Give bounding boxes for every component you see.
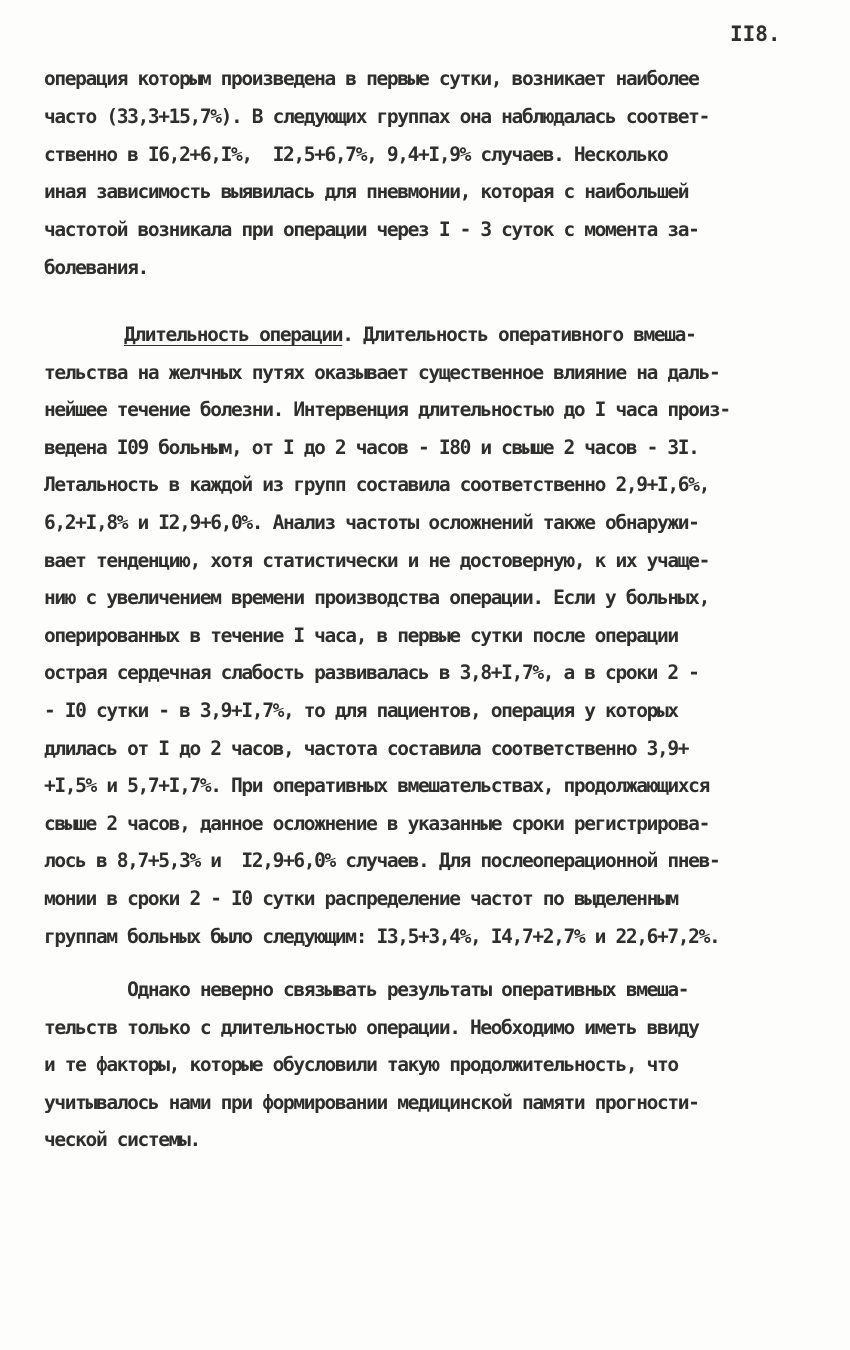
paragraph-heading-line — [124, 322, 695, 348]
text-line: ведена I09 больным, от I до 2 часов - I80 и свыше 2 часов - 3I. — [44, 436, 699, 459]
text-line: свыше 2 часов, данное осложнение в указанные сроки регистрирова- — [44, 812, 709, 835]
text-line: учитывалось нами при формировании медицинской памяти прогности- — [44, 1091, 699, 1114]
text-line: и те факторы, которые обусловили такую продолжительность, что — [44, 1053, 678, 1076]
text-line: +I,5% и 5,7+I,7%. При оперативных вмешательствах, продолжающихся — [44, 774, 709, 797]
text-line: болевания. — [44, 256, 148, 279]
text-line: ственно в I6,2+6,I%, I2,5+6,7%, 9,4+I,9% случаев. Несколько — [44, 143, 668, 166]
text-line: длилась от I до 2 часов, частота составила соответственно 3,9+ — [44, 737, 689, 760]
text-line: оперированных в течение I часа, в первые сутки после операции — [44, 624, 678, 647]
text-line: нейшее течение болезни. Интервенция длительностью до I часа произ- — [44, 398, 730, 421]
text-line: острая сердечная слабость развивалась в 3,8+I,7%, а в сроки 2 - — [44, 661, 699, 684]
text-line: нию с увеличением времени производства операции. Если у больных, — [44, 586, 709, 609]
text-line: - I0 сутки - в 3,9+I,7%, то для пациентов, операция у которых — [44, 699, 678, 722]
text-line: операция которым произведена в первые сутки, возникает наиболее — [44, 67, 699, 90]
text-segment: . Длительность оперативного вмеша- — [342, 323, 696, 346]
text-line: вает тенденцию, хотя статистически и не достоверную, к их учаще- — [44, 549, 709, 572]
section-heading: Длительность операции — [124, 323, 343, 346]
text-line: лось в 8,7+5,3% и I2,9+6,0% случаев. Для послеоперационной пнев- — [44, 849, 720, 872]
text-line: Однако неверно связывать результаты оперативных вмеша- — [44, 978, 689, 1001]
text-line: тельства на желчных путях оказывает существенное влияние на даль- — [44, 361, 720, 384]
text-line: монии в сроки 2 - I0 сутки распределение частот по выделенным — [44, 887, 678, 910]
text-line: Летальность в каждой из групп составила соответственно 2,9+I,6%, — [44, 473, 709, 496]
text-line: часто (33,3+15,7%). В следующих группах она наблюдалась соответ- — [44, 105, 709, 128]
text-line: группам больных было следующим: I3,5+3,4%, I4,7+2,7% и 22,6+7,2%. — [44, 925, 720, 948]
text-line: 6,2+I,8% и I2,9+6,0%. Анализ частоты осложнений также обнаружи- — [44, 511, 699, 534]
text-line: частотой возникала при операции через I - 3 суток с момента за- — [44, 218, 699, 241]
text-line: иная зависимость выявилась для пневмонии, которая с наибольшей — [44, 180, 689, 203]
text-line: тельств только с длительностью операции. Необходимо иметь ввиду — [44, 1016, 699, 1039]
page-number: II8. — [730, 22, 781, 46]
text-line: ческой системы. — [44, 1128, 200, 1151]
